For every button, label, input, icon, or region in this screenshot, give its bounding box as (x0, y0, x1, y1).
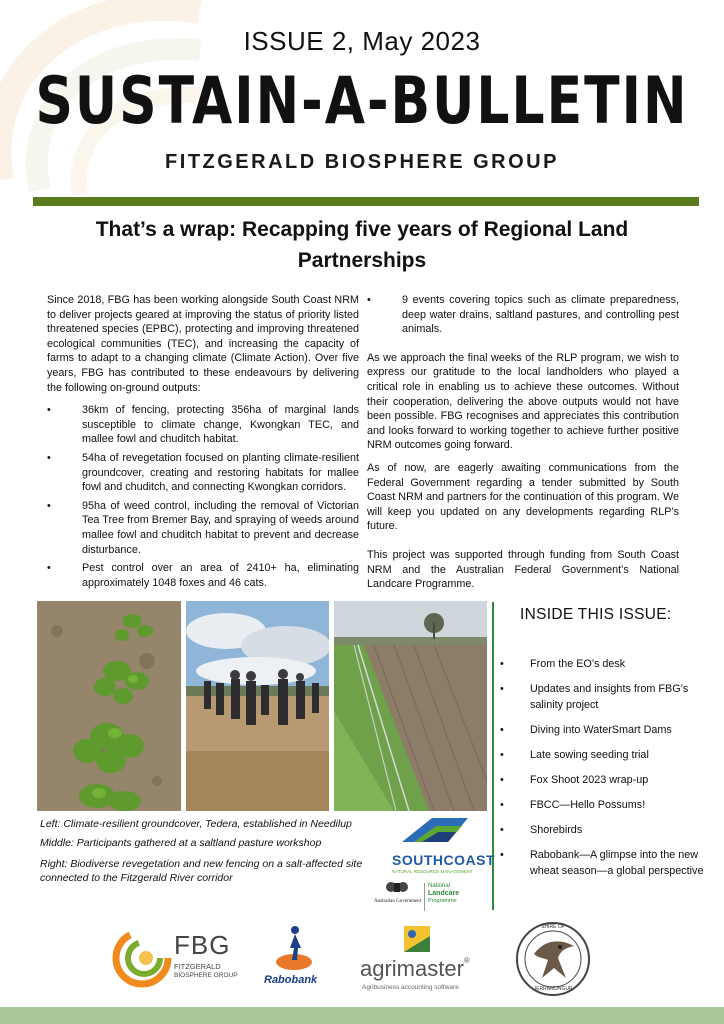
headline-line-1: That’s a wrap: Recapping five years of Regional Land (95, 218, 629, 241)
headline-line-2: Partnerships (297, 249, 427, 272)
issue-date: ISSUE 2, May 2023 (243, 26, 481, 56)
photo-workshop (186, 601, 329, 811)
caption-right-line-2: connected to the Fitzgerald River corridor (40, 872, 233, 884)
southcoast-wave-icon (392, 814, 490, 854)
bullet-icon: • (500, 799, 504, 811)
agrimaster-logo (360, 924, 488, 992)
fbg-swirl-icon (112, 928, 172, 988)
southcoast-logo (392, 814, 495, 878)
bullet-icon: • (47, 499, 51, 512)
agrimaster-emblem-icon (402, 924, 432, 954)
fbg-wordmark: FBG (174, 930, 231, 960)
bullet-icon: • (47, 404, 51, 417)
coat-of-arms-icon (385, 880, 409, 894)
caption-left: Left: Climate-resilient groundcover, Tedera, established in Needilup (40, 818, 352, 830)
bullet-icon: • (500, 683, 504, 695)
footer-bar (0, 1007, 724, 1024)
list-item: • Diving into WaterSmart Dams (500, 724, 672, 736)
australian-government-logo (374, 880, 422, 910)
bullet-icon: • (500, 774, 504, 786)
funding-paragraph: This project was supported through funding from South Coast NRM and the Australian Federal Government’s National Landcare Programme. (367, 548, 679, 591)
fbg-logo (112, 928, 242, 990)
bullet-icon: • (47, 451, 51, 464)
rabobank-logo (264, 922, 324, 992)
article-intro: Since 2018, FBG has been working alongside South Coast NRM to deliver projects geared at improving the status of priority listed threatened species (EPBC), protecting and improving threatened ecological communities (TEC), and increasing the capacity of farms to adapt to a changing climate (Climate Action). Over five years, FBG has contributed to these endeavours by delivering the following on-ground outputs: (47, 294, 359, 394)
list-item: • Fox Shoot 2023 wrap-up (500, 774, 649, 786)
caption-right-line-1: Right: Biodiverse revegetation and new fencing on a salt-affected site (40, 858, 363, 870)
agrimaster-wordmark: agrimaster® (360, 956, 470, 981)
inside-title: INSIDE THIS ISSUE: (520, 606, 672, 623)
article-left-column (47, 293, 359, 594)
bullet-icon: • (500, 724, 504, 736)
bullet-icon: • (500, 658, 504, 670)
list-item: • Late sowing seeding trial (500, 749, 649, 761)
landcare-line-3: Programme (428, 898, 457, 904)
aus-gov-text: Australian Government (374, 899, 422, 904)
shire-seal-text-bottom: JERRAMUNGUP (533, 986, 573, 992)
list-item: • 36km of fencing, protecting 356ha of marginal lands susceptible to climate change, Kwongkan TEC, and mallee fowl and chuditch habitat. (47, 404, 359, 446)
list-item: • Shorebirds (500, 824, 583, 836)
list-item: • FBCC—Hello Possums! (500, 799, 646, 811)
organisation-name: FITZGERALD BIOSPHERE GROUP (165, 151, 559, 173)
rabobank-figure-icon (274, 922, 314, 970)
status-paragraph: As of now, are eagerly awaiting communications from the Federal Government regarding a tender submitted by South Coast NRM and partners for the continuation of this program. We will keep you updated on any developments regarding RLP’s future. (367, 461, 679, 533)
bulletin-title: SUSTAIN-A-BULLETIN (35, 64, 689, 139)
gratitude-paragraph: As we approach the final weeks of the RLP program, we wish to express our gratitude to the local landholders who played a critical role in enabling us to achieve these outcomes. Without their cooperation, delivering the above outputs would not have been possible. FBG recognises and appreciates this contribution and looks forward to working together to achieve further positive NRM outcomes going forward. (367, 351, 679, 452)
landcare-line-2: Landcare (428, 890, 460, 897)
bullet-icon: • (500, 849, 504, 861)
inside-items-list (500, 656, 715, 888)
fbg-subtitle-1: FITZGERALD (174, 962, 221, 971)
header-divider (33, 197, 699, 206)
photo-revegetation (334, 601, 487, 811)
list-item: • Rabobank—A glimpse into the new wheat season—a global perspective (500, 849, 704, 877)
caption-middle: Middle: Participants gathered at a saltland pasture workshop (40, 837, 322, 849)
fbg-subtitle-2: BIOSPHERE GROUP (174, 972, 238, 979)
list-item: • 95ha of weed control, including the removal of Victorian Tea Tree from Bremer Bay, and spraying of weeds around mallee fowl and chuditch habitat to prevent and decrease disturbance. (47, 499, 359, 556)
list-item: • 54ha of revegetation focused on planting climate-resilient groundcover, creating and restoring habitats for mallee fowl and chuditch, and connecting Kwongkan corridors. (47, 451, 359, 494)
list-item: • 9 events covering topics such as climate preparedness, deep water drains, saltland pastures, and controlling pest animals. (367, 294, 679, 336)
landcare-line-1: National (428, 883, 451, 889)
agrimaster-tagline: Agribusiness accounting software (362, 984, 459, 991)
shire-seal-text-top: SHIRE OF (541, 924, 565, 930)
list-item: • From the EO’s desk (500, 658, 626, 670)
outputs-list (47, 403, 359, 590)
list-item: • Pest control over an area of 2410+ ha, eliminating approximately 1048 foxes and 46 cats. (47, 562, 359, 589)
bullet-icon: • (500, 749, 504, 761)
bullet-icon: • (367, 294, 371, 306)
southcoast-subtitle: NATURAL RESOURCE MANAGEMENT (392, 869, 473, 874)
bullet-icon: • (500, 824, 504, 836)
list-item: • Updates and insights from FBG’s salinity project (500, 683, 689, 711)
shire-of-jerramungup-seal (514, 920, 592, 998)
bullet-icon: • (47, 562, 51, 575)
rabobank-wordmark: Rabobank (264, 974, 318, 986)
events-list (367, 293, 679, 337)
article-headline (60, 214, 664, 276)
photo-groundcover (37, 601, 181, 811)
landcare-logo (424, 883, 478, 911)
article-right-column (367, 293, 679, 600)
southcoast-wordmark: SOUTHCOAST (392, 852, 495, 868)
